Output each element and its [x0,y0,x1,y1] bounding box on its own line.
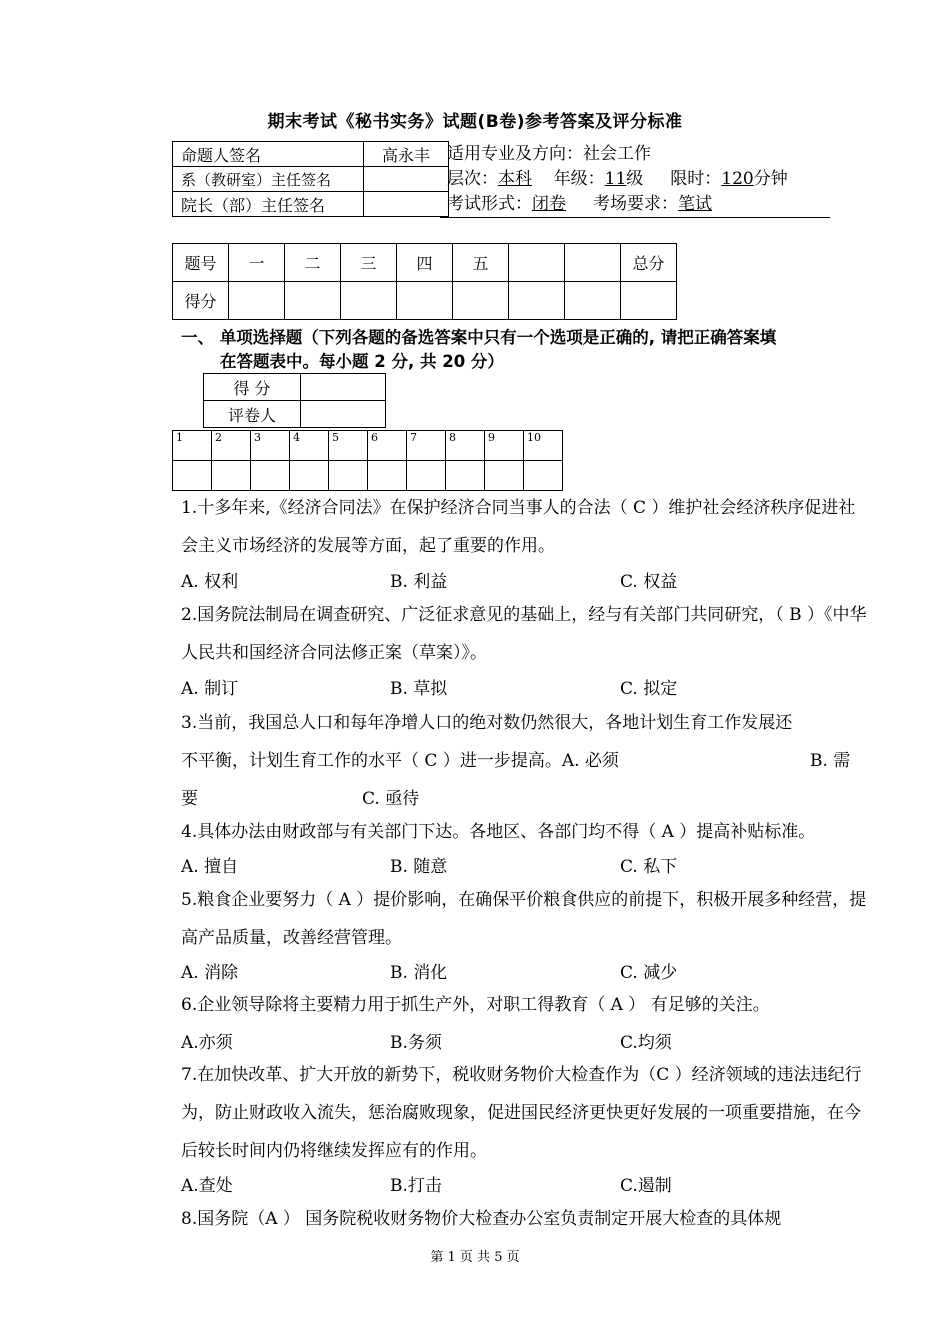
answer-cell[interactable] [251,461,290,491]
question-2: 2.国务院法制局在调查研究、广泛征求意见的基础上，经与有关部门共同研究，（ B ）《中华人民共和国经济合同法修正案（草案）》。 [181,605,867,663]
signature-row [173,142,449,167]
score-cell: 题号 [173,244,229,282]
answer-cell[interactable] [329,461,368,491]
question-6: 6.企业领导除将主要精力用于抓生产外，对职工得教育（ A ） 有足够的关注。 [181,995,770,1015]
option: C.均须 [620,1033,672,1053]
page-footer: 第 1 页 共 5 页 [430,1250,520,1265]
option: C.遏制 [620,1176,672,1196]
option: A. 消除 [181,963,239,983]
score-cell: 三 [341,244,397,282]
answer-number: 5 [329,431,368,461]
option: B. 利益 [390,572,448,592]
answer-grid [172,430,563,491]
signature-row [173,167,449,192]
time-suffix: 分钟 [753,169,788,189]
signature-row [173,192,449,217]
option: A. 权利 [181,572,239,592]
question-5: 5.粮食企业要努力（ A ）提价影响，在确保平价粮食供应的前提下，积极开展多种经营，提高产品质量，改善经营管理。 [181,890,867,948]
score-cell: 二 [285,244,341,282]
score-cell: 五 [453,244,509,282]
answer-number: 7 [407,431,446,461]
grade-value: 11 [604,169,627,189]
answer-number: 6 [368,431,407,461]
major-value: 社会工作 [583,144,651,164]
score-input-cell[interactable] [621,282,677,320]
answer-cell[interactable] [524,461,563,491]
signature-value [364,167,449,192]
score-cell: 总分 [621,244,677,282]
score-cell: 四 [397,244,453,282]
exam-level-line [447,167,788,192]
option: B. 消化 [390,963,448,983]
question-8: 8.国务院（A ） 国务院税收财务物价大检查办公室负责制定开展大检查的具体规 [181,1209,782,1229]
option: A. 擅自 [181,857,239,877]
option: C. 权益 [620,572,678,592]
page-title: 期末考试《秘书实务》试题(B卷)参考答案及评分标准 [267,112,683,132]
option: B.打击 [390,1176,442,1196]
answer-number: 4 [290,431,329,461]
grader-reviewer-cell[interactable] [301,401,386,428]
score-input-cell[interactable] [565,282,621,320]
question-4: 4.具体办法由财政部与有关部门下达。各地区、各部门均不得（ A ）提高补贴标准。 [181,822,816,842]
grade-label: 年级： [553,169,605,189]
answer-cell[interactable] [290,461,329,491]
score-input-cell[interactable] [341,282,397,320]
score-input-cell[interactable] [509,282,565,320]
option: C. 私下 [620,857,678,877]
question-3-line3: 要 [181,789,198,809]
signature-table [172,141,449,217]
answer-number: 10 [524,431,563,461]
option: C. 减少 [620,963,678,983]
score-input-cell[interactable] [453,282,509,320]
signature-value [364,192,449,217]
time-value: 120 [721,169,754,189]
question-3-line1: 3.当前，我国总人口和每年净增人口的绝对数仍然很大，各地计划生育工作发展还 [181,713,793,733]
answer-number-row [173,431,563,461]
exam-form-line [447,192,712,217]
question-7: 7.在加快改革、扩大开放的新势下，税收财务物价大检查作为（C ）经济领域的违法违纪行为，防止财政收入流失，惩治腐败现象，促进国民经济更快更好发展的一项重要措施，在今后较长时间内仍将继续发挥应有的作用。 [181,1065,862,1161]
grader-label-score: 得 分 [204,374,301,401]
signature-value: 高永丰 [364,142,449,167]
score-cell [509,244,565,282]
score-row-label: 得分 [173,282,229,320]
exam-major-line [447,142,651,167]
option: B. 草拟 [390,679,448,699]
header-underline [440,217,830,218]
option: A.查处 [181,1176,233,1196]
option: A. 制订 [181,679,239,699]
answer-cell[interactable] [446,461,485,491]
question-3-line2: 不平衡，计划生育工作的水平（ C ）进一步提高。A. 必须 [181,751,619,771]
signature-label: 系（教研室）主任签名 [173,167,364,192]
score-header-row [173,244,677,282]
answer-cell[interactable] [368,461,407,491]
score-value-row [173,282,677,320]
req-value: 笔试 [678,194,713,214]
score-table [172,243,677,320]
score-cell [565,244,621,282]
option: A.亦须 [181,1033,233,1053]
answer-number: 3 [251,431,290,461]
answer-blank-row [173,461,563,491]
form-value: 闭卷 [532,194,566,214]
score-input-cell[interactable] [229,282,285,320]
score-input-cell[interactable] [285,282,341,320]
answer-cell[interactable] [212,461,251,491]
answer-cell[interactable] [485,461,524,491]
answer-cell[interactable] [173,461,212,491]
signature-label: 院长（部）主任签名 [173,192,364,217]
grader-label-reviewer: 评卷人 [204,401,301,428]
major-label: 适用专业及方向： [447,144,583,164]
answer-number: 9 [485,431,524,461]
option: B. 需 [810,751,851,771]
answer-cell[interactable] [407,461,446,491]
score-input-cell[interactable] [397,282,453,320]
answer-number: 2 [212,431,251,461]
grader-table [203,373,386,428]
score-cell: 一 [229,244,285,282]
req-label: 考场要求： [593,194,679,214]
section-title-line1: 一、 单项选择题（下列各题的备选答案中只有一个选项是正确的, 请把正确答案填 [181,328,777,347]
answer-number: 1 [173,431,212,461]
time-label: 限时： [670,169,722,189]
section-title-line2: 在答题表中。每小题 2 分, 共 20 分） [220,352,504,371]
option: C. 亟待 [362,789,420,809]
grade-suffix: 级 [626,169,644,189]
answer-number: 8 [446,431,485,461]
option: B. 随意 [390,857,448,877]
form-label: 考试形式： [447,194,532,214]
signature-label: 命题人签名 [173,142,364,167]
option: C. 拟定 [620,679,678,699]
level-label: 层次： [447,169,498,189]
level-value: 本科 [498,169,532,189]
grader-score-cell[interactable] [301,374,386,401]
question-1: 1.十多年来,《经济合同法》在保护经济合同当事人的合法（ C ）维护社会经济秩序促进社会主义市场经济的发展等方面，起了重要的作用。 [181,498,856,556]
option: B.务须 [390,1033,442,1053]
